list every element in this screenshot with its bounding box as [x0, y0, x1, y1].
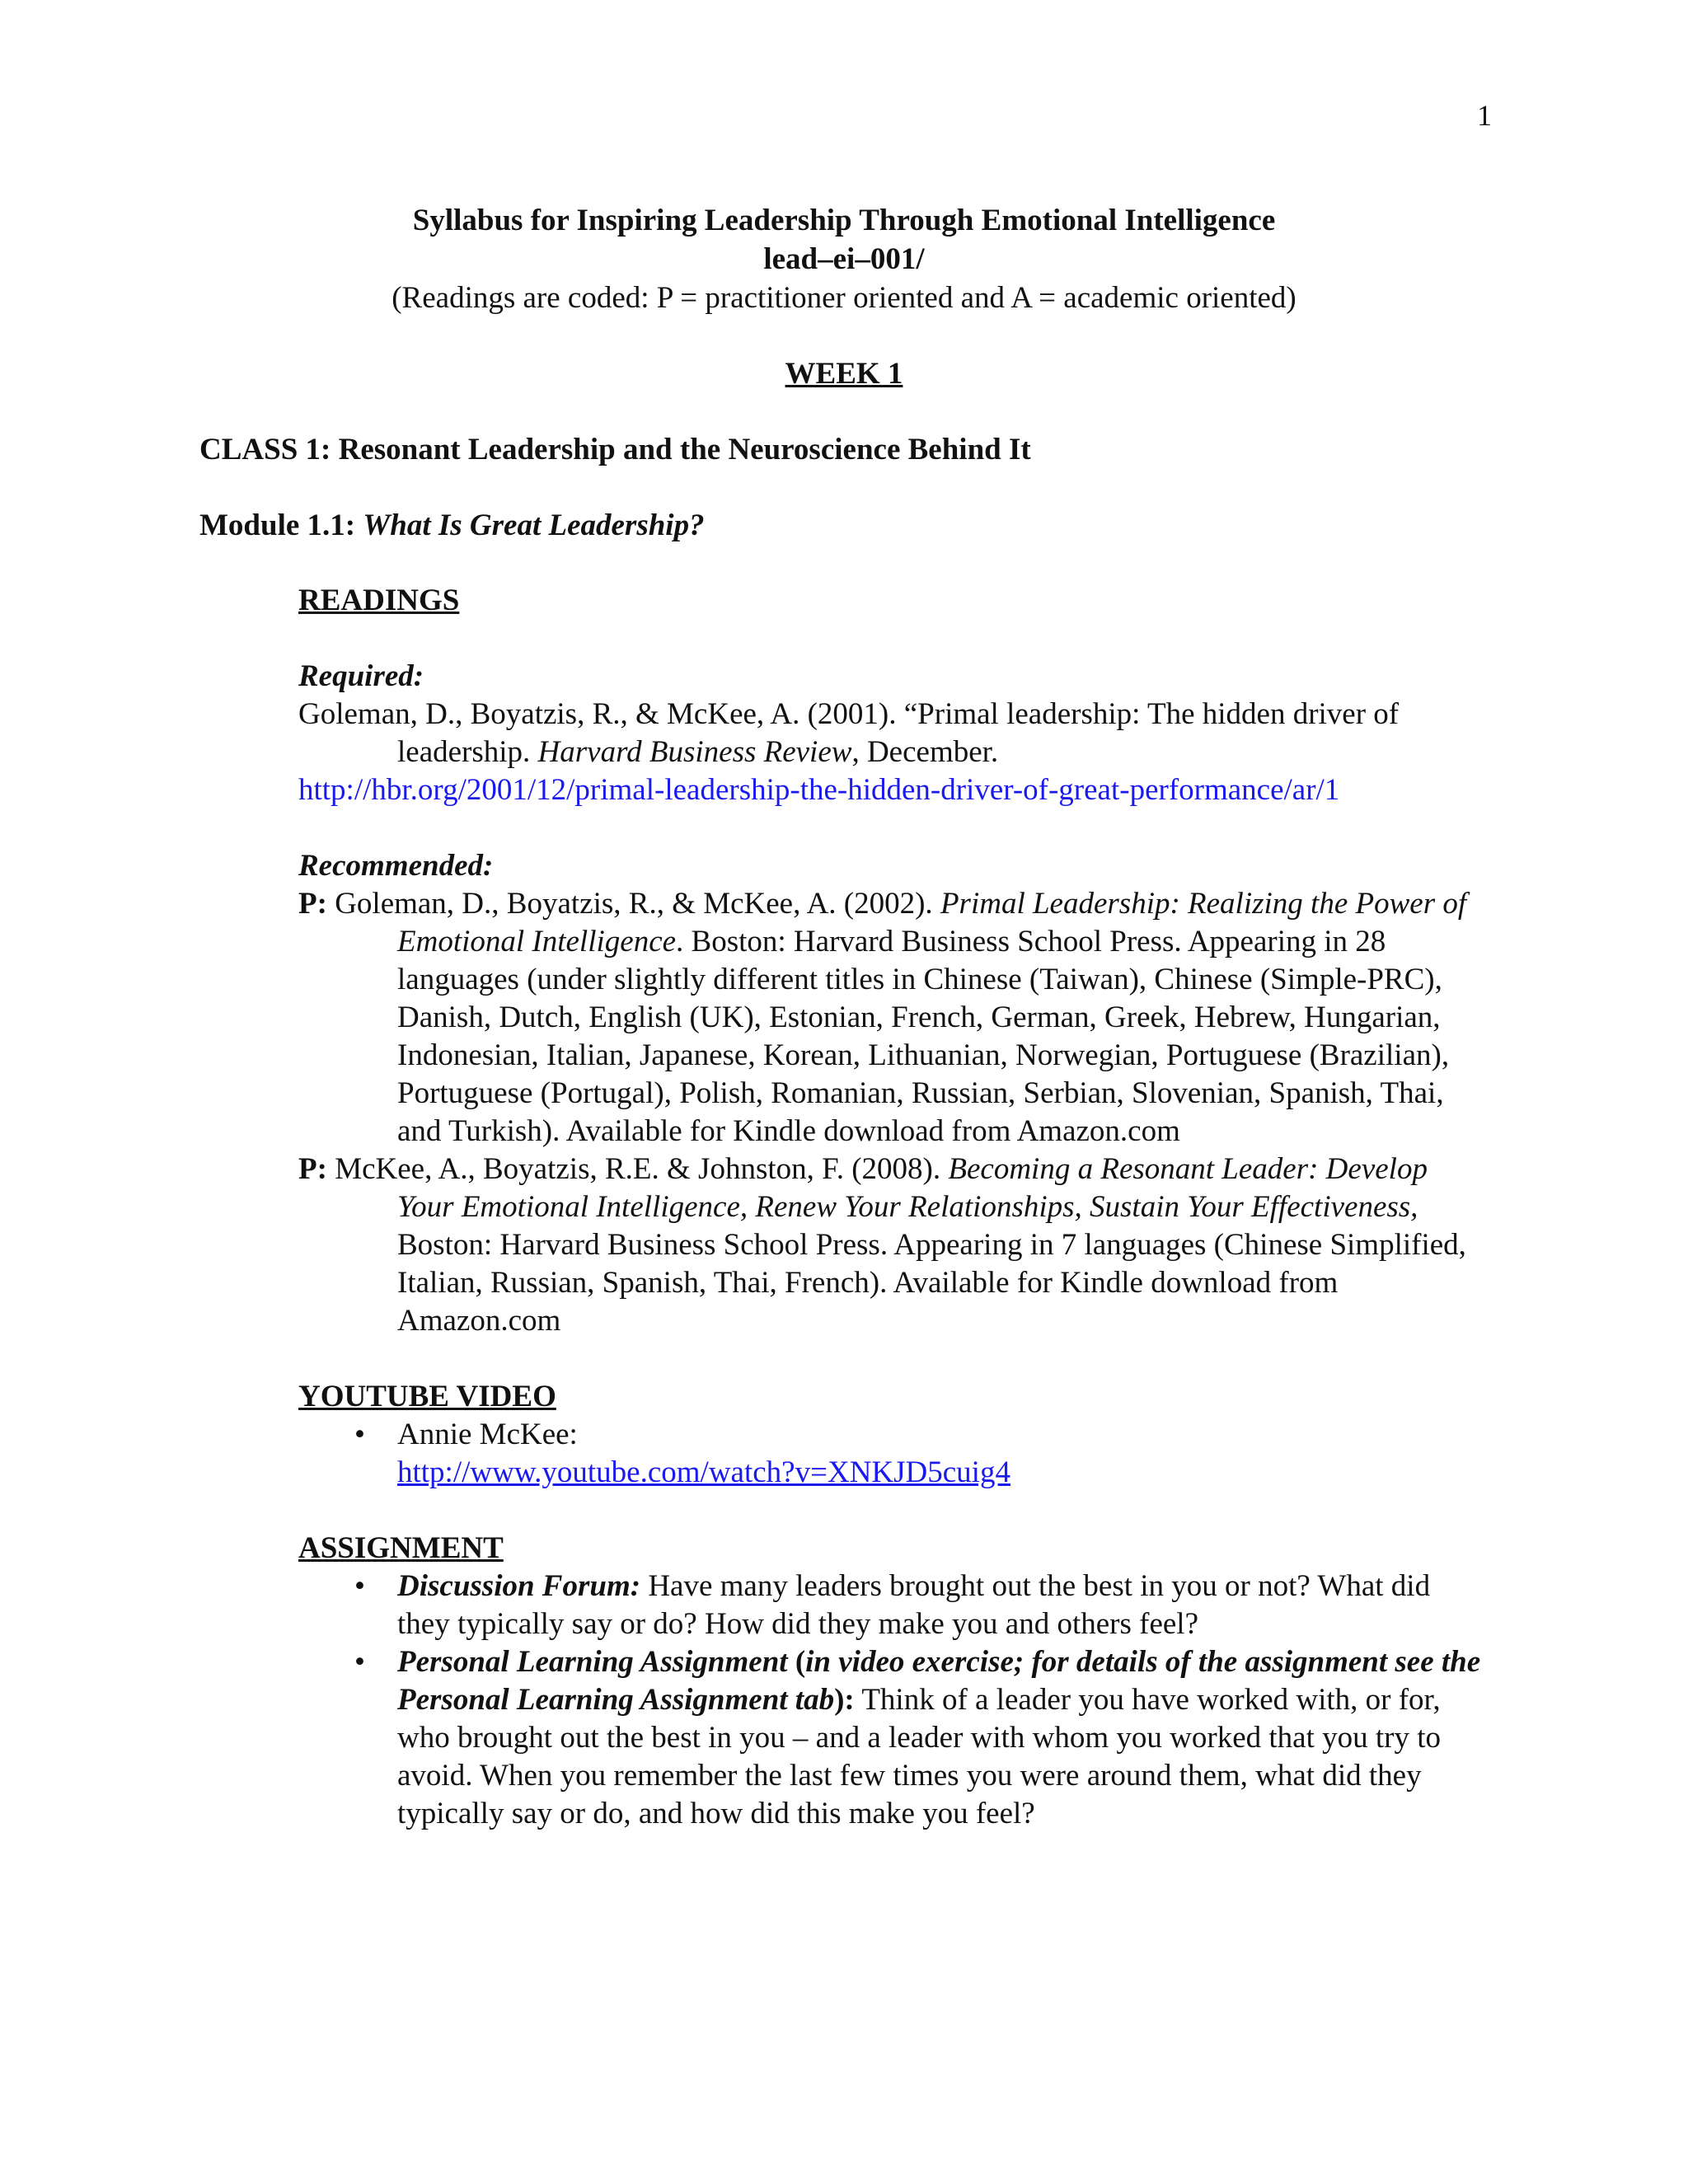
reading-authors: Goleman, D., Boyatzis, R., & McKee, A. (2002).: [326, 887, 940, 921]
required-reading-journal: Harvard Business Review: [537, 735, 852, 769]
recommended-reading-2: [298, 1151, 1485, 1340]
video-item: [298, 1416, 1485, 1492]
discussion-forum-text: Have many leaders brought out the best in you or not? What did they typically say or do? How did they make you and others feel?: [397, 1569, 1431, 1641]
page-number: 1: [1477, 99, 1492, 132]
reading-title: Becoming a Resonant Leader: Develop Your Emotional Intelligence, Renew Your Relationships, Sustain Your Effectiveness,: [397, 1152, 1428, 1224]
required-reading-date: , December.: [851, 735, 999, 769]
reading-details: Boston: Harvard Business School Press. Appearing in 7 languages (Chinese Simplified, Italian, Russian, Spanish, Thai, French). Available for Kindle download from Amazon.com: [397, 1228, 1466, 1338]
syllabus-title: Syllabus for Inspiring Leadership Through Emotional Intelligence: [412, 204, 1276, 237]
personal-learning-text: Think of a leader you have worked with, or for, who brought out the best in you – and a leader with whom you worked that you try to avoid. When you remember the last few times you were around them, what did they typically say or do, and how did this make you feel?: [397, 1683, 1442, 1830]
bullet-icon: •: [354, 1569, 365, 1603]
youtube-video-link[interactable]: http://www.youtube.com/watch?v=XNKJD5cuig4: [397, 1455, 1010, 1489]
module-title: What Is Great Leadership?: [363, 509, 705, 542]
youtube-video-heading: YOUTUBE VIDEO: [298, 1380, 556, 1413]
readings-heading: READINGS: [298, 583, 460, 617]
module-content: [298, 582, 1485, 1833]
recommended-label: Recommended:: [298, 849, 494, 883]
required-label: Required:: [298, 659, 424, 693]
bullet-icon: •: [354, 1418, 365, 1451]
assignment-heading: ASSIGNMENT: [298, 1531, 504, 1565]
paren-open: (: [787, 1645, 806, 1679]
reading-details: . Boston: Harvard Business School Press. Appearing in 28 languages (under slightly different titles in Chinese (Taiwan), Chinese (Simple-PRC), Danish, Dutch, English (UK), Estonian, French, German, Greek, Hebrew, Hungarian, Indonesian, Italian, Japanese, Korean, Lithuanian, Norwegian, Portuguese (Brazilian), Portuguese (Portugal), Polish, Romanian, Russian, Serbian, Slovenian, Spanish, Thai, and Turkish). Available for Kindle download from Amazon.com: [397, 925, 1450, 1148]
reading-code: P:: [298, 887, 327, 921]
personal-learning-detail: in video exercise; for details of the assignment see the Personal Learning Assignment tab: [397, 1645, 1481, 1717]
recommended-reading-1: [298, 885, 1485, 1151]
reading-code: P:: [298, 1152, 327, 1186]
reading-title: Primal Leadership: Realizing the Power of Emotional Intelligence: [397, 887, 1467, 958]
personal-learning-label: Personal Learning Assignment: [397, 1645, 788, 1679]
required-reading-link[interactable]: http://hbr.org/2001/12/primal-leadership-the-hidden-driver-of-great-performance/ar/1: [298, 773, 1340, 807]
reading-authors: McKee, A., Boyatzis, R.E. & Johnston, F. (2008).: [326, 1152, 949, 1186]
readings-code-note: (Readings are coded: P = practitioner oriented and A = academic oriented): [392, 281, 1296, 315]
assignment-item-personal-learning: [298, 1643, 1485, 1833]
discussion-forum-label: Discussion Forum:: [397, 1569, 641, 1603]
module-heading: [199, 506, 705, 545]
class-heading: CLASS 1: Resonant Leadership and the Neuroscience Behind It: [199, 433, 1031, 466]
required-reading-text: Goleman, D., Boyatzis, R., & McKee, A. (2001). “Primal leadership: The hidden driver of leadership.: [298, 697, 1400, 769]
module-label: Module 1.1:: [199, 509, 356, 542]
syllabus-header: [0, 201, 1688, 317]
week-heading: WEEK 1: [785, 357, 903, 391]
required-reading: [298, 696, 1485, 771]
paren-close: ):: [834, 1683, 855, 1717]
bullet-icon: •: [354, 1645, 365, 1679]
course-code: lead–ei–001/: [763, 242, 925, 276]
video-item-label: Annie McKee:: [397, 1418, 578, 1451]
assignment-item-discussion: [298, 1568, 1485, 1643]
